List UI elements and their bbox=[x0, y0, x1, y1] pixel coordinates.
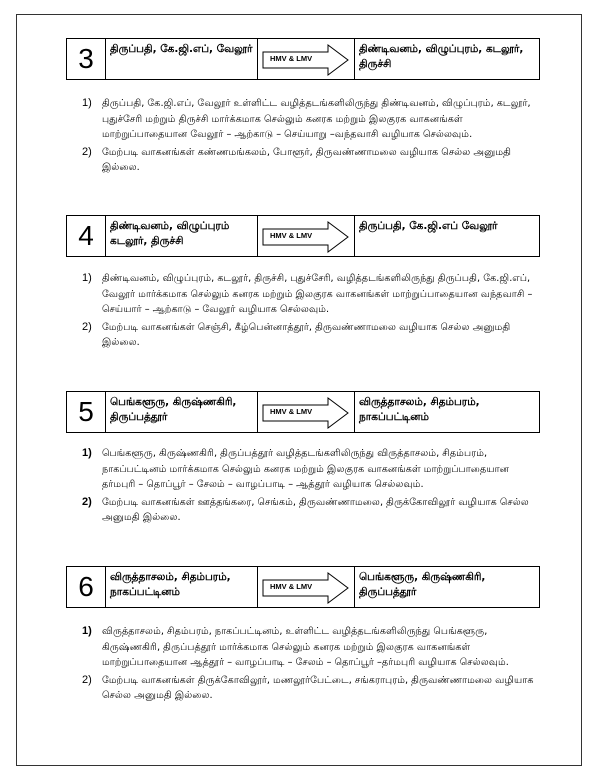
note-item: 1) திண்டிவனம், விழுப்புரம், கடலூர், திருச்சி, புதுச்சேரி, வழித்தடங்களிலிருந்து திருப்பதி, கே.ஜி.எப், வேலூர் மார்க்கமாக செல்லும் கனரக மற்றும் இலகுரக வாகனங்கள் மாற்றுப்பாதையான வந்தவாசி – செய்யார் – ஆற்காடு – வேலூர் வழியாக செல்லவும். bbox=[82, 272, 533, 315]
direction-arrow bbox=[258, 216, 355, 256]
route-number: 4 bbox=[67, 216, 106, 256]
note-item: 2) மேற்படி வாகனங்கள் ஊத்தங்கரை, செங்கம், திருவண்ணாமலை, திருக்கோவிலூர் வழியாக செல்ல அனுமதி இல்லை. bbox=[82, 495, 529, 523]
direction-arrow bbox=[258, 392, 355, 432]
vehicle-type-label: HMV & LMV bbox=[270, 582, 313, 591]
note-item: 2) மேற்படி வாகனங்கள் திருக்கோவிலூர், மணலூர்பேட்டை, சங்கராபுரம், திருவண்ணாமலை வழியாக செல்ல அனுமதி இல்லை. bbox=[82, 673, 534, 701]
route-from: திண்டிவனம், விழுப்புரம் கடலூர், திருச்சி bbox=[106, 216, 258, 256]
route-notes-4 bbox=[82, 271, 540, 353]
note-item: 2) மேற்படி வாகனங்கள் கண்ணமங்கலம், போளூர், திருவண்ணாமலை வழியாக செல்ல அனுமதி இல்லை. bbox=[82, 145, 512, 173]
vehicle-type-label: HMV & LMV bbox=[270, 54, 313, 63]
route-box-6 bbox=[66, 566, 540, 608]
note-item: 1) விருத்தாசலம், சிதம்பரம், நாகப்பட்டினம், உள்ளிட்ட வழித்தடங்களிலிருந்து பெங்களூரு, கிருஷ்ணகிரி, திருப்பத்தூர் மார்க்கமாக செல்லும் கனரக மற்றும் இலகுரக வாகனங்கள் மாற்றுப்பாதையான ஆத்தூர் – வாழப்பாடி – சேலம் – தொப்பூர் –தர்மபுரி வழியாக செல்லவும். bbox=[82, 625, 509, 668]
route-notes-5 bbox=[82, 446, 540, 528]
route-from: விருத்தாசலம், சிதம்பரம், நாகப்பட்டினம் bbox=[106, 567, 258, 607]
route-box-4 bbox=[66, 215, 540, 257]
route-notes-3 bbox=[82, 96, 540, 178]
direction-arrow bbox=[258, 39, 355, 79]
route-number: 6 bbox=[67, 567, 106, 607]
route-to: திருப்பதி, கே.ஜி.எப் வேலூர் bbox=[359, 220, 498, 232]
route-from: திருப்பதி, கே.ஜி.எப், வேலூர் bbox=[106, 39, 258, 79]
direction-arrow bbox=[258, 567, 355, 607]
note-item: 1) திருப்பதி, கே.ஜி.எப், வேலூர் உள்ளிட்ட வழித்தடங்களிலிருந்து திண்டிவனம், விழுப்புரம், கடலூர், புதுச்சேரி மற்றும் திருச்சி மார்க்கமாக செல்லும் கனரக மற்றும் இலகுரக வாகனங்கள் மாற்றுப்பாதையான வேலூர் – ஆற்காடு – செய்யாறு –வந்தவாசி வழியாக செல்லவும். bbox=[82, 97, 531, 140]
route-box-5 bbox=[66, 391, 540, 433]
route-from: பெங்களூரு, கிருஷ்ணகிரி, திருப்பத்தூர் bbox=[106, 392, 258, 432]
note-item: 1) பெங்களூரு, கிருஷ்ணகிரி, திருப்பத்தூர் வழித்தடங்களிலிருந்து விருத்தாசலம், சிதம்பரம், நாகப்பட்டினம் மார்க்கமாக செல்லும் கனரக மற்றும் இலகுரக வாகனங்கள் மாற்றுப்பாதையான தர்மபுரி – தொப்பூர் – சேலம் – வாழப்பாடி – ஆத்தூர் வழியாக செல்லவும். bbox=[82, 447, 510, 490]
route-to: பெங்களூரு, கிருஷ்ணகிரி, திருப்பத்தூர் bbox=[359, 571, 486, 598]
route-number: 3 bbox=[67, 39, 106, 79]
route-box-3 bbox=[66, 38, 540, 80]
route-notes-6 bbox=[82, 624, 540, 706]
note-item: 2) மேற்படி வாகனங்கள் செஞ்சி, கீழ்பென்னாத்தூர், திருவண்ணாமலை வழியாக செல்ல அனுமதி இல்லை. bbox=[82, 320, 511, 348]
route-to: திண்டிவனம், விழுப்புரம், கடலூர், திருச்சி bbox=[359, 43, 524, 70]
route-number: 5 bbox=[67, 392, 106, 432]
route-to: விருத்தாசலம், சிதம்பரம், நாகப்பட்டினம் bbox=[359, 396, 480, 423]
vehicle-type-label: HMV & LMV bbox=[270, 231, 313, 240]
vehicle-type-label: HMV & LMV bbox=[270, 407, 313, 416]
